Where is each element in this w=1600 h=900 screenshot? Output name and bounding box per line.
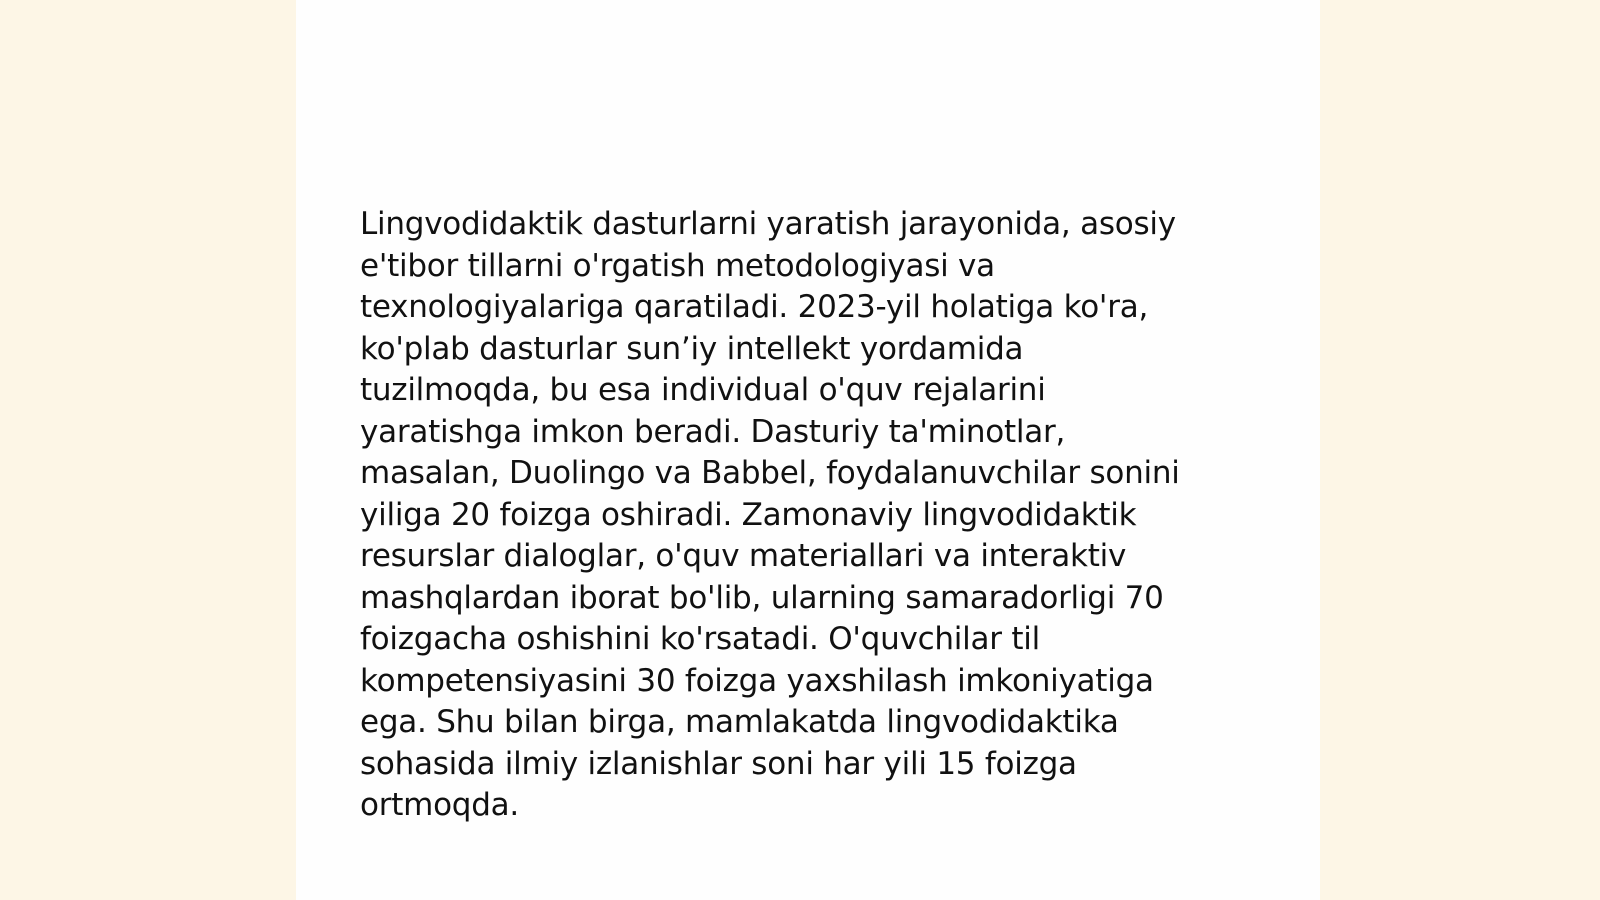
body-line: tuzilmoqda, bu esa individual o'quv rejalarini (360, 372, 1046, 408)
body-line: mashqlardan iborat bo'lib, ularning samaradorligi 70 (360, 579, 1164, 616)
body-line: ko'plab dasturlar sun’iy intellekt yordamida (360, 330, 1024, 367)
slide-body-text (360, 204, 1260, 827)
body-line: ega. Shu bilan birga, mamlakatda lingvodidaktika (360, 704, 1119, 740)
body-line: masalan, Duolingo va Babbel, foydalanuvchilar sonini (360, 455, 1180, 491)
slide-panel (296, 0, 1320, 900)
body-line: sohasida ilmiy izlanishlar soni har yili 15 foizga (360, 745, 1077, 782)
body-line: e'tibor tillarni o'rgatish metodologiyasi va (360, 247, 995, 284)
body-line: yaratishga imkon beradi. Dasturiy ta'minotlar, (360, 413, 1066, 450)
body-line: resurslar dialoglar, o'quv materiallari va interaktiv (360, 538, 1127, 574)
body-line: Lingvodidaktik dasturlarni yaratish jarayonida, asosiy (360, 206, 1176, 242)
body-line: yiliga 20 foizga oshiradi. Zamonaviy lingvodidaktik (360, 496, 1137, 533)
body-line: texnologiyalariga qaratiladi. 2023-yil holatiga ko'ra, (360, 289, 1149, 325)
body-line: kompetensiyasini 30 foizga yaxshilash imkoniyatiga (360, 662, 1154, 699)
body-line: ortmoqda. (360, 787, 519, 823)
body-line: foizgacha oshishini ko'rsatadi. O'quvchilar til (360, 621, 1040, 657)
